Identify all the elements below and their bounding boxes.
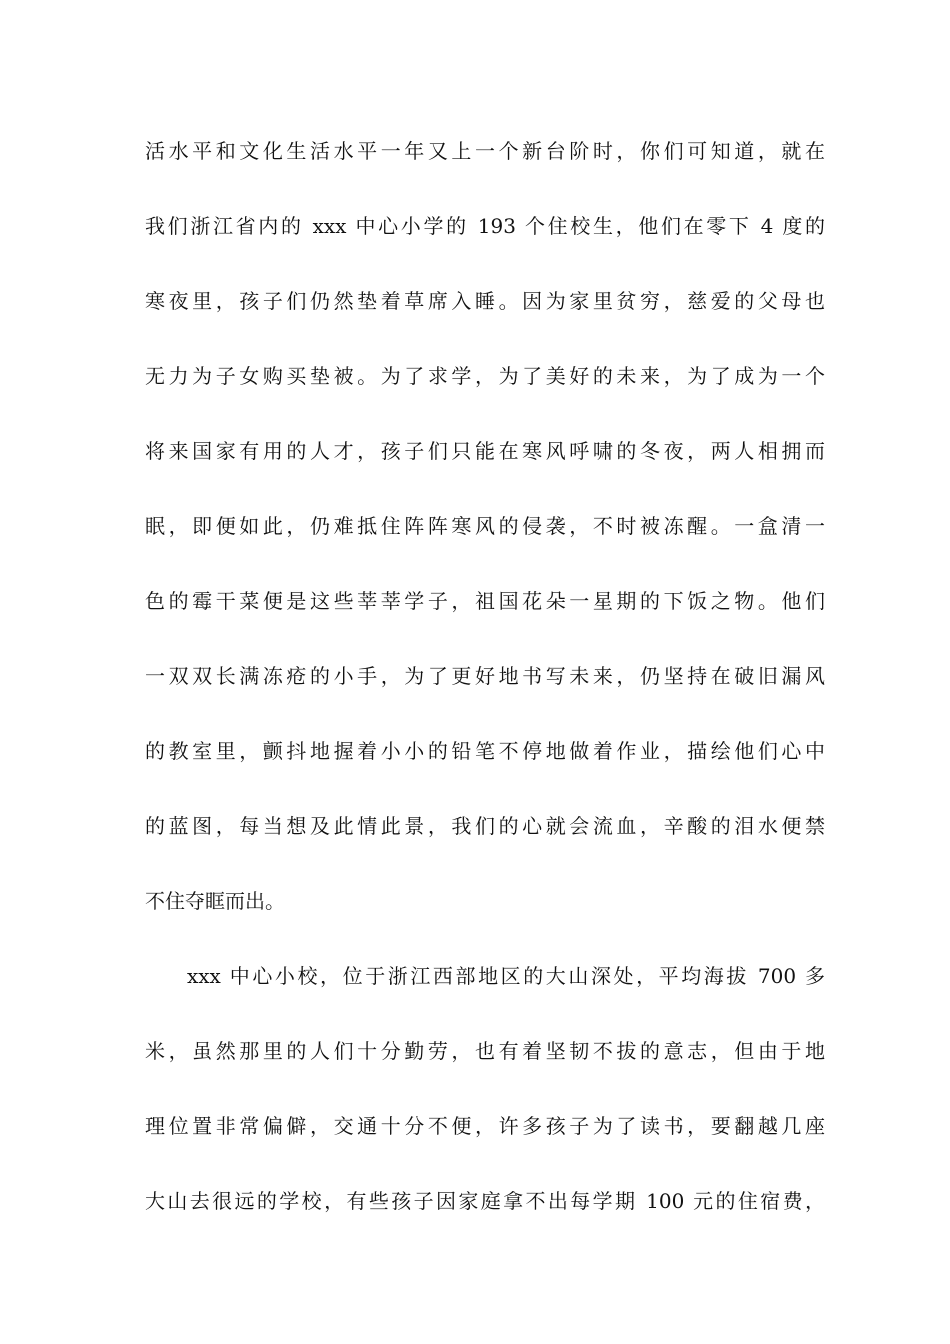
- text-line: xxx 中心小校，位于浙江西部地区的大山深处，平均海拔 700 多: [187, 964, 825, 988]
- text-line: 寒夜里，孩子们仍然垫着草席入睡。因为家里贫穷，慈爱的父母也: [145, 289, 825, 313]
- text-line: 无力为子女购买垫被。为了求学，为了美好的未来，为了成为一个: [145, 364, 825, 388]
- text-line: 我们浙江省内的 xxx 中心小学的 193 个住校生，他们在零下 4 度的: [145, 214, 825, 238]
- text-line: 不住夺眶而出。: [145, 889, 285, 913]
- text-line: 米，虽然那里的人们十分勤劳，也有着坚韧不拔的意志，但由于地: [145, 1039, 825, 1063]
- text-line: 的蓝图，每当想及此情此景，我们的心就会流血，辛酸的泪水便禁: [145, 814, 825, 838]
- text-line: 一双双长满冻疮的小手，为了更好地书写未来，仍坚持在破旧漏风: [145, 664, 825, 688]
- text-line: 色的霉干菜便是这些莘莘学子，祖国花朵一星期的下饭之物。他们: [145, 589, 825, 613]
- body-text: [145, 133, 825, 1258]
- text-line: 理位置非常偏僻，交通十分不便，许多孩子为了读书，要翻越几座: [145, 1114, 825, 1138]
- text-line: 眠，即便如此，仍难抵住阵阵寒风的侵袭，不时被冻醒。一盒清一: [145, 514, 825, 538]
- text-line: 将来国家有用的人才，孩子们只能在寒风呼啸的冬夜，两人相拥而: [145, 439, 825, 463]
- text-line: 大山去很远的学校，有些孩子因家庭拿不出每学期 100 元的住宿费，: [145, 1189, 825, 1213]
- text-line: 的教室里，颤抖地握着小小的铅笔不停地做着作业，描绘他们心中: [145, 739, 825, 763]
- text-line: 活水平和文化生活水平一年又上一个新台阶时，你们可知道，就在: [145, 139, 825, 163]
